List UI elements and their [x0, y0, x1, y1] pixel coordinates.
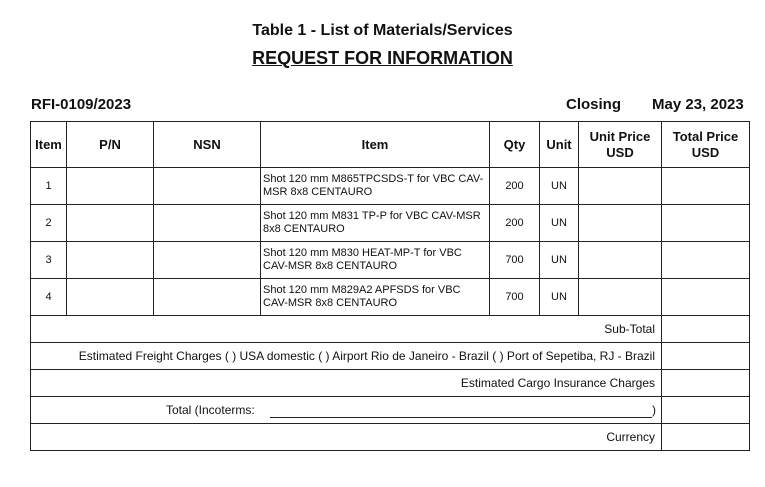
row-qty: 200: [490, 168, 540, 205]
currency-value-cell[interactable]: [662, 424, 750, 451]
row-unit-price-cell[interactable]: [579, 279, 662, 316]
row-nsn-cell[interactable]: [154, 168, 261, 205]
row-pn-cell[interactable]: [67, 279, 154, 316]
row-total-price-cell[interactable]: [662, 279, 750, 316]
table-header-row: [31, 122, 750, 168]
row-item-number: 4: [31, 279, 67, 316]
row-total-price-cell[interactable]: [662, 242, 750, 279]
insurance-value-cell[interactable]: [662, 370, 750, 397]
closing-label: Closing: [566, 96, 621, 113]
col-unit: Unit: [540, 122, 579, 168]
total-label: Total (Incoterms:: [166, 403, 255, 417]
col-description: Item: [261, 122, 490, 168]
freight-value-cell[interactable]: [662, 343, 750, 370]
subtotal-value-cell[interactable]: [662, 316, 750, 343]
col-pn: P/N: [67, 122, 154, 168]
row-nsn-cell[interactable]: [154, 242, 261, 279]
row-pn-cell[interactable]: [67, 242, 154, 279]
col-total-price: Total Price USD: [662, 122, 750, 168]
row-nsn-cell[interactable]: [154, 279, 261, 316]
row-unit: UN: [540, 242, 579, 279]
insurance-label: Estimated Cargo Insurance Charges: [31, 370, 662, 397]
row-unit-price-cell[interactable]: [579, 168, 662, 205]
currency-label: Currency: [31, 424, 662, 451]
insurance-row: [31, 370, 750, 397]
table-row: [31, 168, 750, 205]
col-nsn: NSN: [154, 122, 261, 168]
row-total-price-cell[interactable]: [662, 205, 750, 242]
row-nsn-cell[interactable]: [154, 205, 261, 242]
total-incoterms-cell: [31, 397, 662, 424]
col-unit-price: Unit Price USD: [579, 122, 662, 168]
row-qty: 200: [490, 205, 540, 242]
row-description: Shot 120 mm M829A2 APFSDS for VBC CAV-MSR 8x8 CENTAURO: [261, 279, 490, 316]
table-row: [31, 242, 750, 279]
materials-table: [30, 121, 750, 451]
incoterms-fill-line[interactable]: [270, 417, 652, 418]
row-unit: UN: [540, 168, 579, 205]
row-item-number: 2: [31, 205, 67, 242]
subtotal-label: Sub-Total: [31, 316, 662, 343]
subtotal-row: [31, 316, 750, 343]
row-unit-price-cell[interactable]: [579, 242, 662, 279]
row-item-number: 1: [31, 168, 67, 205]
row-qty: 700: [490, 242, 540, 279]
table-row: [31, 279, 750, 316]
row-unit-price-cell[interactable]: [579, 205, 662, 242]
row-unit: UN: [540, 279, 579, 316]
rfi-number: RFI-0109/2023: [31, 96, 132, 113]
freight-label: Estimated Freight Charges ( ) USA domestic ( ) Airport Rio de Janeiro - Brazil ( ) Port of Sepetiba, RJ - Brazil: [31, 343, 662, 370]
table-title: Table 1 - List of Materials/Services: [252, 22, 513, 39]
currency-row: [31, 424, 750, 451]
document-subtitle: REQUEST FOR INFORMATION: [252, 48, 513, 68]
row-description: Shot 120 mm M865TPCSDS-T for VBC CAV-MSR 8x8 CENTAURO: [261, 168, 490, 205]
row-pn-cell[interactable]: [67, 205, 154, 242]
total-row: [31, 397, 750, 424]
row-total-price-cell[interactable]: [662, 168, 750, 205]
col-item: Item: [31, 122, 67, 168]
table-row: [31, 205, 750, 242]
col-qty: Qty: [490, 122, 540, 168]
freight-row: [31, 343, 750, 370]
total-close-paren: ): [652, 403, 656, 417]
row-qty: 700: [490, 279, 540, 316]
row-item-number: 3: [31, 242, 67, 279]
total-value-cell[interactable]: [662, 397, 750, 424]
row-pn-cell[interactable]: [67, 168, 154, 205]
closing-date: May 23, 2023: [652, 96, 744, 113]
row-description: Shot 120 mm M830 HEAT-MP-T for VBC CAV-MSR 8x8 CENTAURO: [261, 242, 490, 279]
row-unit: UN: [540, 205, 579, 242]
row-description: Shot 120 mm M831 TP-P for VBC CAV-MSR 8x8 CENTAURO: [261, 205, 490, 242]
